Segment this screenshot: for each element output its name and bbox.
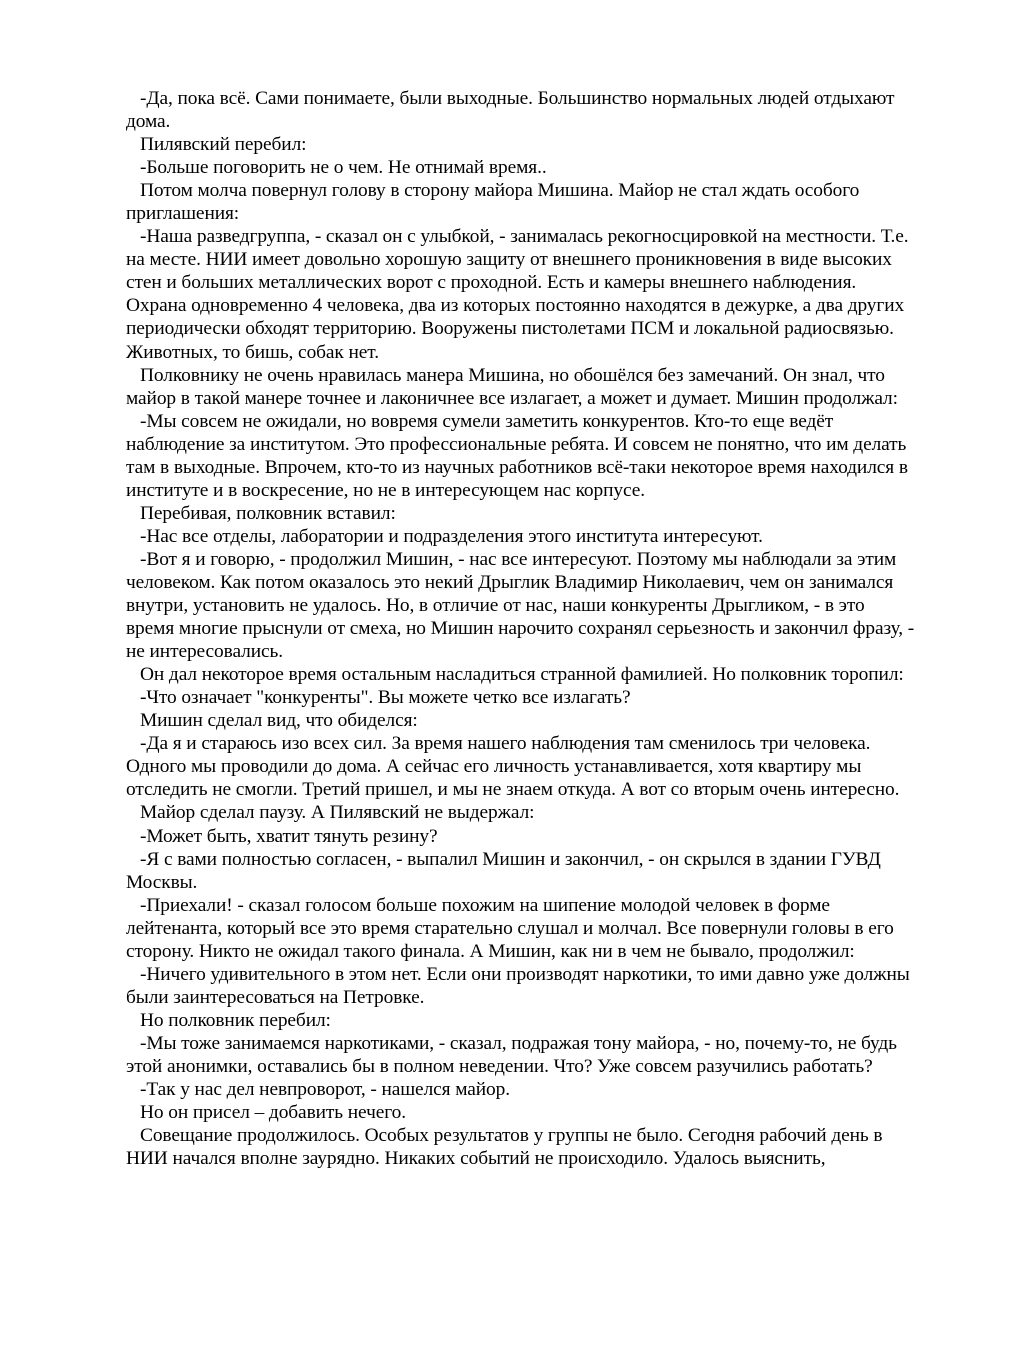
- paragraph: Но он присел – добавить нечего.: [140, 1102, 406, 1124]
- paragraph: -Нас все отделы, лаборатории и подразделения этого института интересуют.: [140, 525, 763, 547]
- paragraph: -Что означает "конкуренты". Вы можете четко все излагать?: [140, 687, 631, 709]
- paragraph: Майор сделал паузу. А Пилявский не выдержал:: [140, 802, 535, 824]
- paragraph: -Так у нас дел невпроворот, - нашелся майор.: [140, 1079, 510, 1101]
- paragraph: Совещание продолжилось. Особых результатов у группы не было. Сегодня рабочий день в НИИ начался вполне заурядно. Никаких событий не происходило. Удалось выяснить,: [126, 1125, 883, 1170]
- paragraph: Он дал некоторое время остальным насладиться странной фамилией. Но полковник торопил:: [140, 664, 904, 686]
- paragraph: Потом молча повернул голову в сторону майора Мишина. Майор не стал ждать особого приглашения:: [126, 180, 860, 225]
- paragraph: Но полковник перебил:: [140, 1009, 331, 1031]
- paragraph: Перебивая, полковник вставил:: [140, 502, 396, 524]
- paragraph: Полковнику не очень нравилась манера Мишина, но обошёлся без замечаний. Он знал, что майор в такой манере точнее и лаконичнее все излагает, а может и думает. Мишин продолжал:: [126, 364, 898, 409]
- paragraph: -Да, пока всё. Сами понимаете, были выходные. Большинство нормальных людей отдыхают дома.: [126, 88, 895, 133]
- paragraph: -Мы совсем не ожидали, но вовремя сумели заметить конкурентов. Кто-то еще ведёт наблюдение за институтом. Это профессиональные ребята. И совсем не понятно, что им делать там в выходные. Впрочем, кто-то из научных работников всё-таки некоторое время находился в институте и в воскресение, но не в интересующем нас корпусе.: [126, 410, 908, 501]
- paragraph: -Наша разведгруппа, - сказал он с улыбкой, - занималась рекогносцировкой на местности. Т.е. на месте. НИИ имеет довольно хорошую защиту от внешнего проникновения в виде высоких стен и больших металлических ворот с проходной. Есть и камеры внешнего наблюдения. Охрана одновременно 4 человека, два из которых постоянно находятся в дежурке, а два других периодически обходят территорию. Вооружены пистолетами ПСМ и локальной радиосвязью. Животных, то бишь, собак нет.: [126, 226, 909, 363]
- paragraph: -Я с вами полностью согласен, - выпалил Мишин и закончил, - он скрылся в здании ГУВД Москвы.: [126, 848, 881, 893]
- paragraph: -Вот я и говорю, - продолжил Мишин, - нас все интересуют. Поэтому мы наблюдали за этим человеком. Как потом оказалось это некий Дрыглик Владимир Николаевич, чем он занимался внутри, установить не удалось. Но, в отличие от нас, наши конкуренты Дрыгликом, - в это время многие прыснули от смеха, но Мишин нарочито сохранял серьезность и закончил фразу, - не интересовались.: [126, 548, 915, 663]
- paragraph: -Больше поговорить не о чем. Не отнимай время..: [140, 157, 547, 179]
- paragraph: Мишин сделал вид, что обиделся:: [140, 710, 418, 732]
- document-body: [126, 87, 916, 1170]
- paragraph: -Ничего удивительного в этом нет. Если они производят наркотики, то ими давно уже должны были заинтересоваться на Петровке.: [126, 963, 910, 1008]
- paragraph: -Может быть, хватит тянуть резину?: [140, 825, 438, 847]
- paragraph: -Приехали! - сказал голосом больше похожим на шипение молодой человек в форме лейтенанта, который все это время старательно слушал и молчал. Все повернули головы в его сторону. Никто не ожидал такого финала. А Мишин, как ни в чем не бывало, продолжил:: [126, 894, 894, 962]
- paragraph: -Мы тоже занимаемся наркотиками, - сказал, подражая тону майора, - но, почему-то, не будь этой анонимки, оставались бы в полном неведении. Что? Уже совсем разучились работать?: [126, 1032, 897, 1077]
- paragraph: Пилявский перебил:: [140, 134, 307, 156]
- paragraph: -Да я и стараюсь изо всех сил. За время нашего наблюдения там сменилось три человека. Одного мы проводили до дома. А сейчас его личность устанавливается, хотя квартиру мы отследить не смогли. Третий пришел, и мы не знаем откуда. А вот со вторым очень интересно.: [126, 733, 900, 801]
